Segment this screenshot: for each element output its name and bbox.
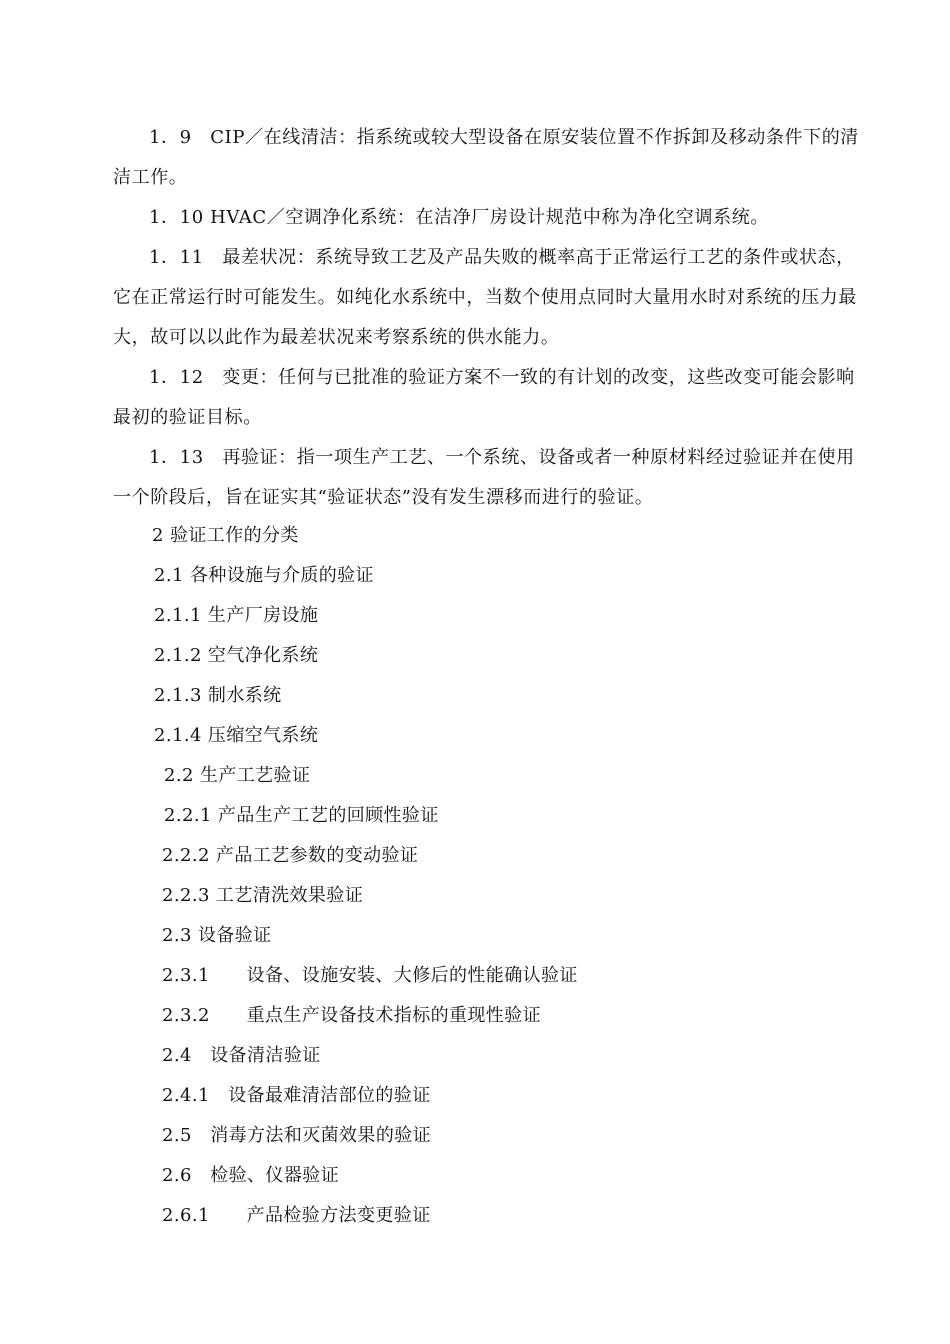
outline-item-2-6: 2.6 检验、仪器验证 [162,1165,340,1186]
definition-1-9: 1．9 CIP／在线清洁：指系统或较大型设备在原安装位置不作拆卸及移动条件下的清洁工作。 [113,127,859,188]
outline-item-2-2-2: 2.2.2 产品工艺参数的变动验证 [162,845,419,866]
definition-1-13: 1．13 再验证：指一项生产工艺、一个系统、设备或者一种原材料经过验证并在使用一个阶段后，旨在证实其“验证状态”没有发生漂移而进行的验证。 [113,447,855,508]
outline-item-2-1: 2.1 各种设施与介质的验证 [154,565,374,586]
definition-1-12: 1．12 变更：任何与已批准的验证方案不一致的有计划的改变，这些改变可能会影响最初的验证目标。 [113,367,855,428]
outline-item-2-1-4: 2.1.4 压缩空气系统 [154,725,319,746]
outline-item-2-3: 2.3 设备验证 [162,925,272,946]
outline-item-2-5: 2.5 消毒方法和灭菌效果的验证 [162,1125,432,1146]
outline-item-2-2: 2.2 生产工艺验证 [164,765,311,786]
outline-item-2-3-2: 2.3.2 重点生产设备技术指标的重现性验证 [162,1005,541,1026]
outline-item-2-1-1: 2.1.1 生产厂房设施 [154,605,319,626]
definition-1-11: 1．11 最差状况：系统导致工艺及产品失败的概率高于正常运行工艺的条件或状态，它在正常运行时可能发生。如纯化水系统中，当数个使用点同时大量用水时对系统的压力最大，故可以以此作为最差状况来考察系统的供水能力。 [113,247,857,348]
outline-item-2-1-2: 2.1.2 空气净化系统 [154,645,319,666]
outline-item-2-3-1: 2.3.1 设备、设施安装、大修后的性能确认验证 [162,965,578,986]
outline-item-2-6-1: 2.6.1 产品检验方法变更验证 [162,1205,431,1226]
section-heading-2: 2 验证工作的分类 [152,525,299,546]
outline-item-2-1-3: 2.1.3 制水系统 [154,685,282,706]
outline-item-2-2-3: 2.2.3 工艺清洗效果验证 [162,885,364,906]
outline-item-2-4-1: 2.4.1 设备最难清洁部位的验证 [162,1085,431,1106]
outline-item-2-2-1: 2.2.1 产品生产工艺的回顾性验证 [164,805,439,826]
definition-1-10: 1．10 HVAC／空调净化系统：在洁净厂房设计规范中称为净化空调系统。 [149,207,769,228]
outline-item-2-4: 2.4 设备清洁验证 [162,1045,321,1066]
